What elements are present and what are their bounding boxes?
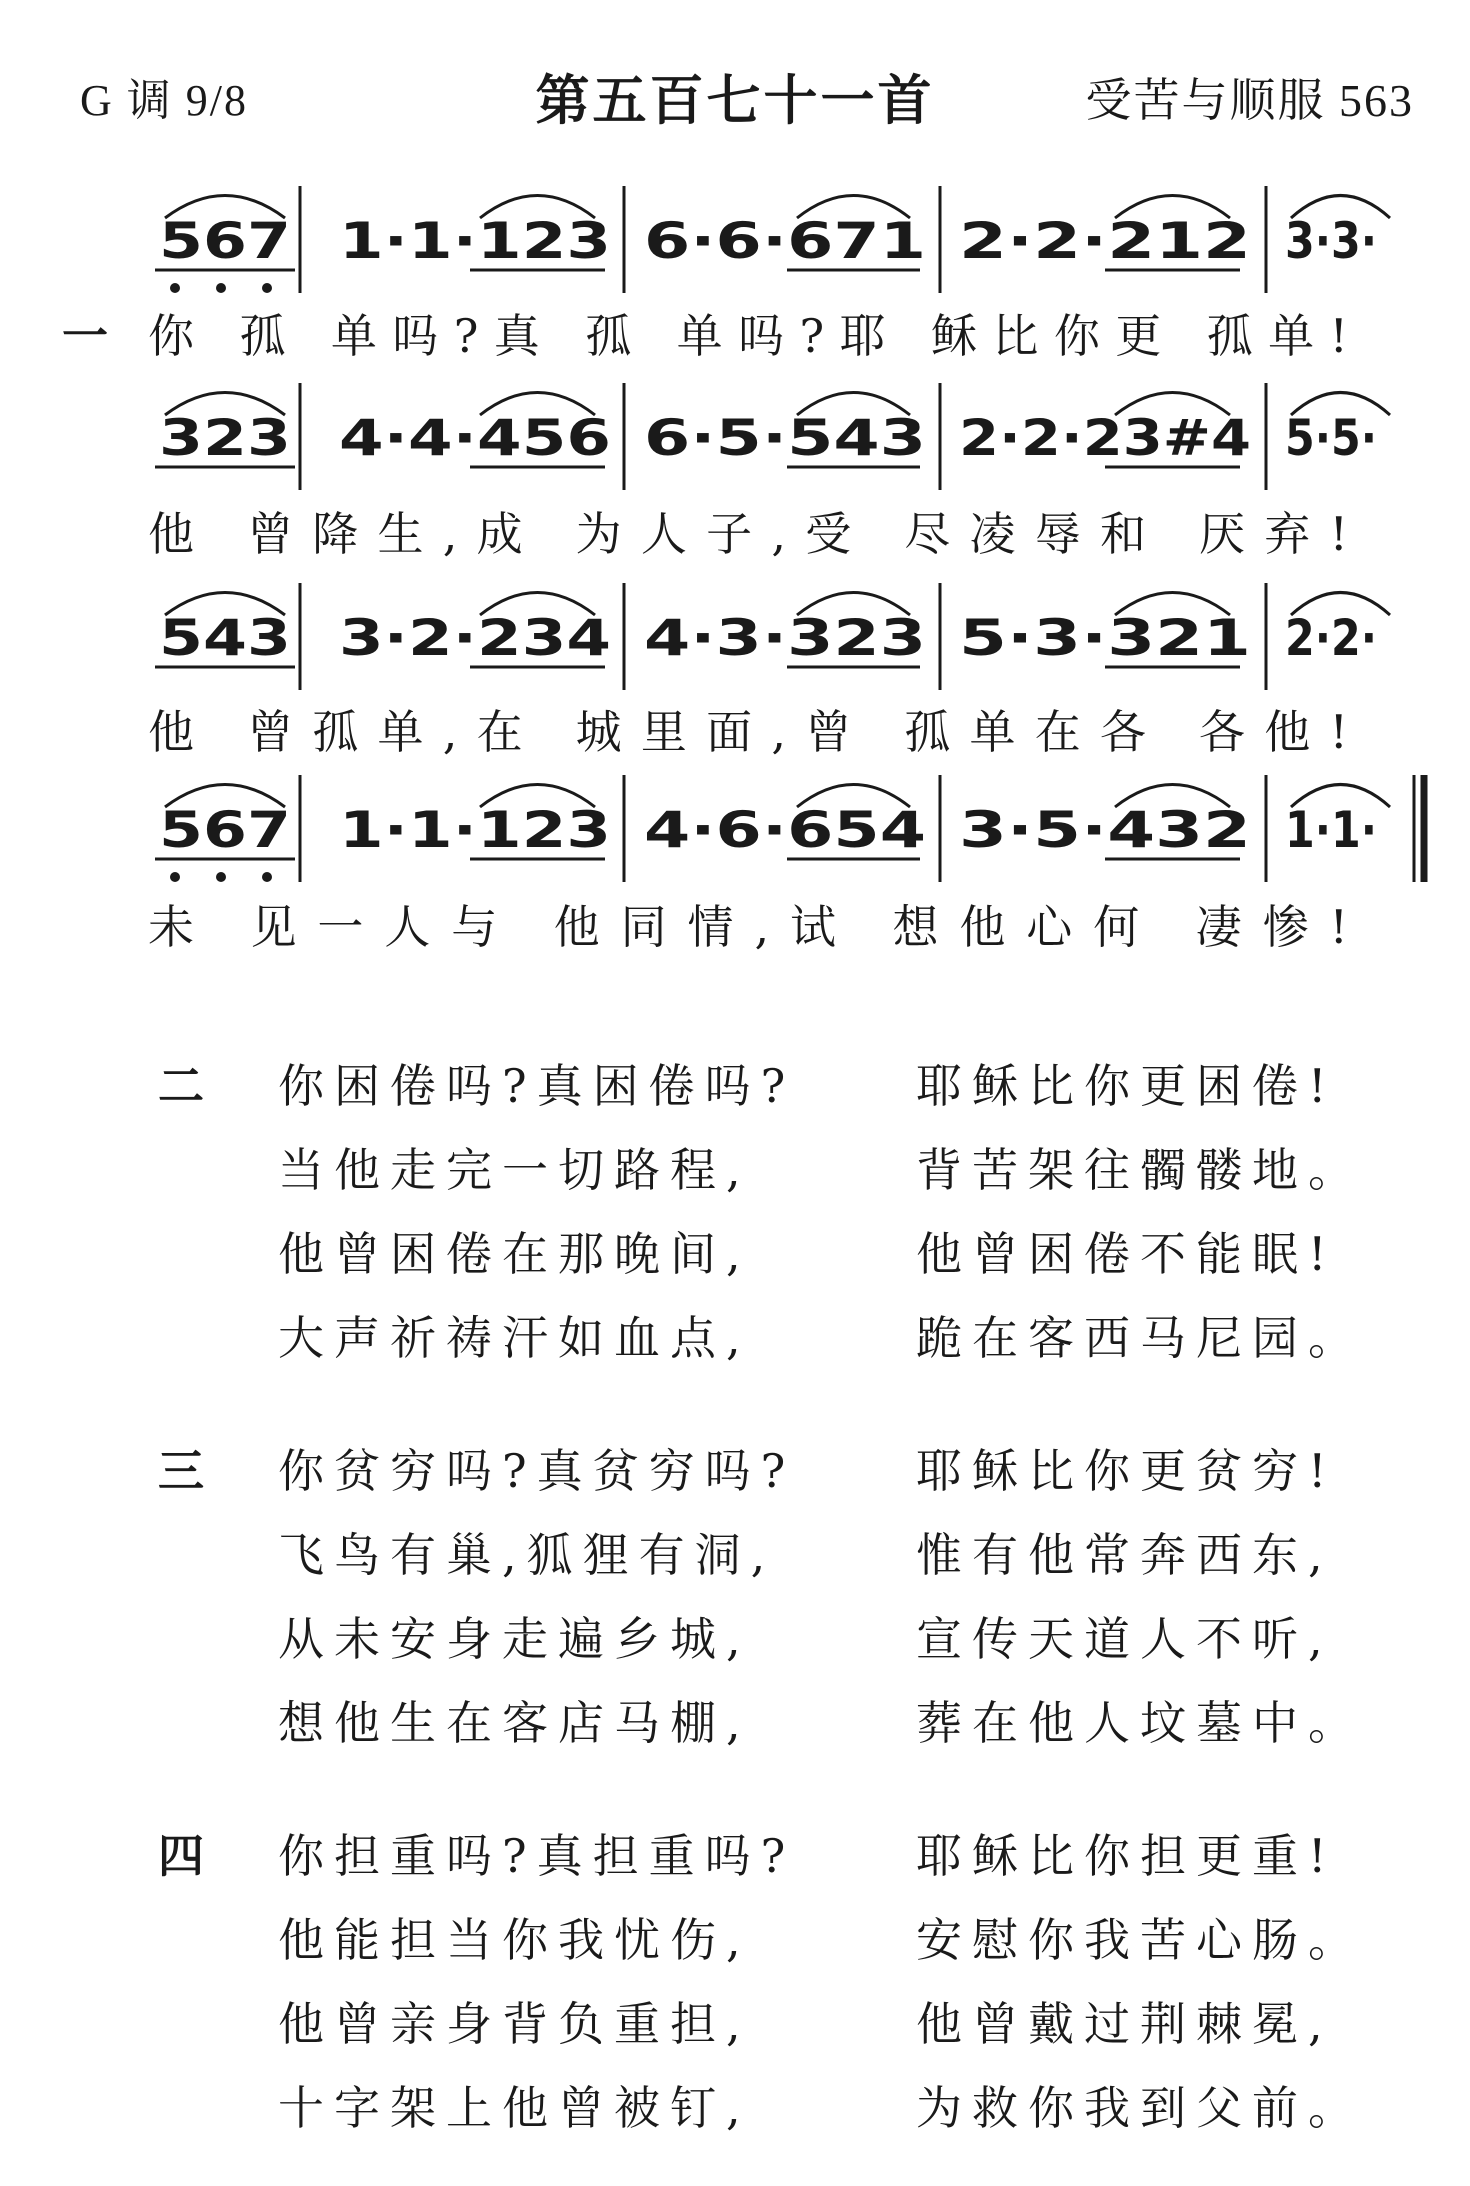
octave-dot bbox=[170, 872, 180, 882]
verse-line-second-half: 耶稣比你更贫穷! bbox=[916, 1444, 1337, 1498]
verse-line-second-half: 耶稣比你更困倦! bbox=[916, 1059, 1337, 1113]
measure-notes: 5·5· bbox=[1285, 409, 1377, 467]
verse-line-first-half: 十字架上他曾被钉, bbox=[278, 2081, 751, 2135]
hymn-category: 受苦与顺服 563 bbox=[1085, 75, 1414, 126]
verse-number: 三 bbox=[158, 1444, 204, 1498]
octave-dot bbox=[262, 283, 272, 293]
octave-dot bbox=[170, 283, 180, 293]
verse-line-second-half: 葬在他人坟墓中。 bbox=[916, 1696, 1364, 1750]
measure-notes: 4·3·323 bbox=[644, 609, 926, 667]
octave-dot bbox=[216, 872, 226, 882]
verse-number: 二 bbox=[158, 1059, 204, 1113]
verse-line-first-half: 当他走完一切路程, bbox=[278, 1143, 751, 1197]
measure-notes: 4·6·654 bbox=[644, 801, 926, 859]
verse-line-second-half: 他曾困倦不能眠! bbox=[916, 1227, 1337, 1281]
verse-number-1: 一 bbox=[62, 309, 108, 363]
measure-notes: 567 bbox=[159, 801, 291, 859]
measure-notes: 3·2·234 bbox=[339, 609, 611, 667]
verse-line-second-half: 跪在客西马尼园。 bbox=[916, 1311, 1364, 1365]
verse-line-second-half: 安慰你我苦心肠。 bbox=[916, 1913, 1364, 1967]
lyric-line: 他 曾降生,成 为人子,受 尽凌辱和 厌弃! bbox=[148, 507, 1348, 561]
measure-notes: 1·1·123 bbox=[339, 212, 611, 270]
verse-line-first-half: 大声祈祷汗如血点, bbox=[278, 1311, 751, 1365]
hymn-title: 第五百七十一首 bbox=[535, 69, 935, 132]
measure-notes: 6·6·671 bbox=[644, 212, 926, 270]
measure-notes: 3·3· bbox=[1285, 212, 1377, 270]
measure-notes: 2·2·23#4 bbox=[959, 409, 1251, 467]
measure-notes: 567 bbox=[159, 212, 291, 270]
verse-line-first-half: 想他生在客店马棚, bbox=[278, 1696, 751, 1750]
lyric-line: 未 见一人与 他同情,试 想他心何 凄惨! bbox=[148, 900, 1348, 954]
verse-number: 四 bbox=[158, 1829, 204, 1883]
verse-line-first-half: 从未安身走遍乡城, bbox=[278, 1612, 751, 1666]
measure-notes: 6·5·543 bbox=[644, 409, 926, 467]
measure-notes: 4·4·456 bbox=[339, 409, 611, 467]
measure-notes: 323 bbox=[159, 409, 291, 467]
lyric-line: 他 曾孤单,在 城里面,曾 孤单在各 各他! bbox=[148, 705, 1348, 759]
measure-notes: 3·5·432 bbox=[959, 801, 1251, 859]
verse-line-second-half: 背苦架往髑髅地。 bbox=[916, 1143, 1364, 1197]
verse-line-second-half: 他曾戴过荆棘冕, bbox=[916, 1997, 1333, 2051]
verse-line-first-half: 你困倦吗?真困倦吗? bbox=[278, 1059, 796, 1113]
verse-line-second-half: 宣传天道人不听, bbox=[916, 1612, 1333, 1666]
verse-line-second-half: 为救你我到父前。 bbox=[916, 2081, 1364, 2135]
measure-notes: 1·1· bbox=[1285, 801, 1377, 859]
verse-line-first-half: 你担重吗?真担重吗? bbox=[278, 1829, 796, 1883]
octave-dot bbox=[262, 872, 272, 882]
verse-line-second-half: 耶稣比你担更重! bbox=[916, 1829, 1337, 1883]
verse-line-first-half: 飞鸟有巢,狐狸有洞, bbox=[278, 1528, 776, 1582]
key-signature: G 调 9/8 bbox=[80, 76, 248, 125]
measure-notes: 5·3·321 bbox=[959, 609, 1251, 667]
score-svg bbox=[0, 0, 1470, 980]
measure-notes: 2·2· bbox=[1285, 609, 1377, 667]
lyric-line: 你 孤 单吗?真 孤 单吗?耶 稣比你更 孤单! bbox=[148, 309, 1348, 363]
numbered-notation-score bbox=[0, 0, 1470, 980]
measure-notes: 2·2·212 bbox=[959, 212, 1251, 270]
measure-notes: 1·1·123 bbox=[339, 801, 611, 859]
measure-notes: 543 bbox=[159, 609, 291, 667]
verse-line-first-half: 他能担当你我忧伤, bbox=[278, 1913, 751, 1967]
verse-line-first-half: 他曾亲身背负重担, bbox=[278, 1997, 751, 2051]
verse-line-first-half: 你贫穷吗?真贫穷吗? bbox=[278, 1444, 796, 1498]
verse-line-second-half: 惟有他常奔西东, bbox=[916, 1528, 1333, 1582]
octave-dot bbox=[216, 283, 226, 293]
verse-line-first-half: 他曾困倦在那晚间, bbox=[278, 1227, 751, 1281]
